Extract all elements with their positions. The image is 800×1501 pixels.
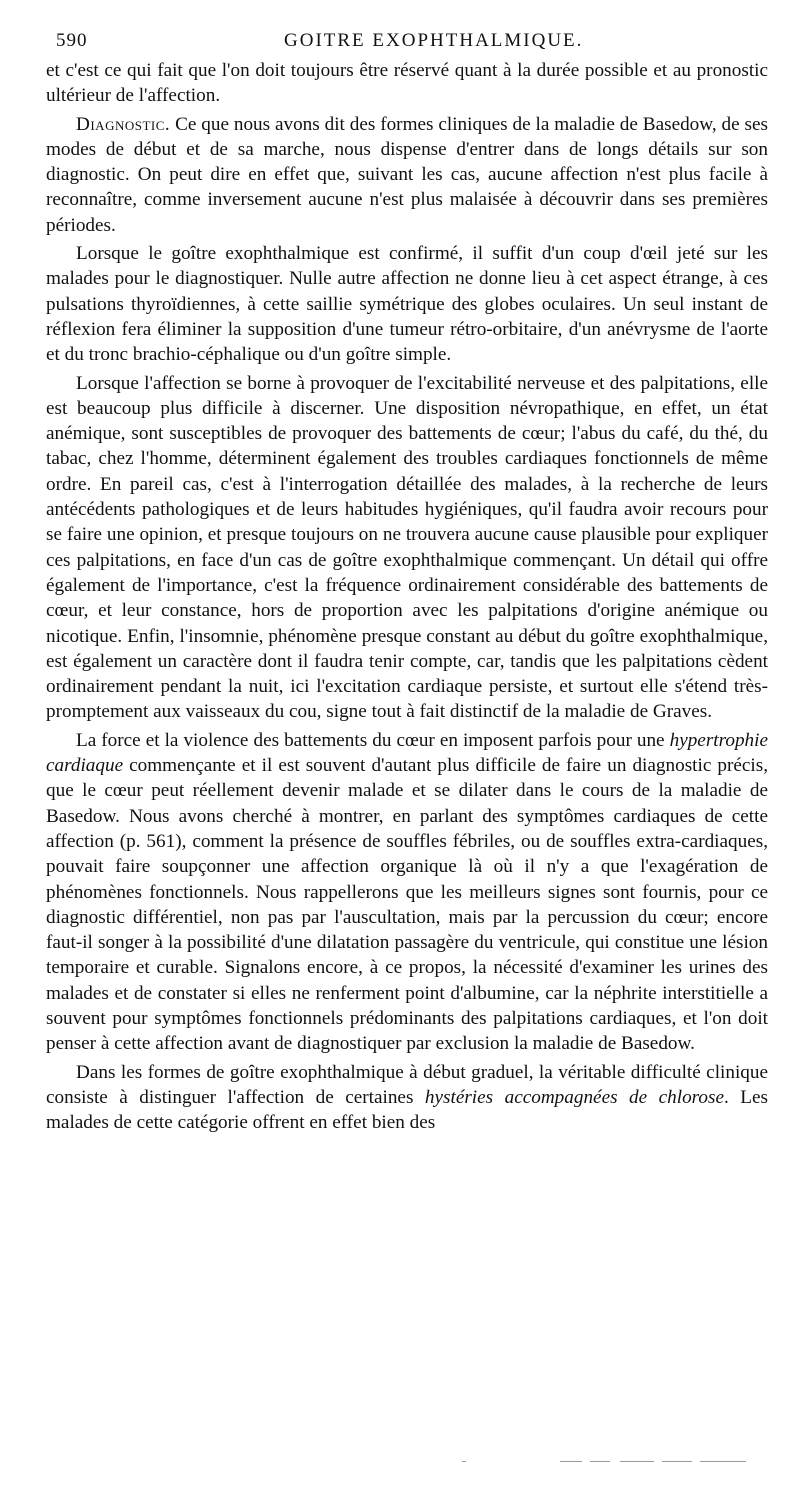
paragraph-5-emphasis: hypertrophie cardiaque <box>46 729 768 777</box>
paragraph-5 <box>46 728 768 1057</box>
paragraph-1 <box>46 58 768 109</box>
paragraph-4-text: Lorsque l'affection se borne à provoquer de l'excitabilité nerveuse et des palpitations, elle est beaucoup plus difficile à discerner. Une disposition névropathique, en effet, un état anémique, sont susceptibles de provoquer des battements de cœur; l'abus du café, du thé, du tabac, chez l'homme, déterminent également des troubles cardiaques fonctionnels de même ordre. En pareil cas, c'est à l'interrogation détaillée des malades, à la recherche de leurs antécédents pathologiques et de leurs habitudes hygiéniques, qu'il faudra avoir recours pour se faire une opinion, et presque toujours on ne trouvera aucune cause plausible pour expliquer ces palpitations, en face d'un cas de goître exophthalmique commençant. Un détail qui offre également de l'importance, c'est la fréquence ordinairement considérable des battements de cœur, et leur constance, hors de proportion avec les palpitations d'origine anémique ou nicotique. Enfin, l'insomnie, phénomène presque constant au début du goître exophthalmique, est également un caractère dont il faudra tenir compte, car, tandis que les palpitations cèdent ordinairement pendant la nuit, ici l'excitation cardiaque persiste, et surtout elle s'étend très-promptement aux vaisseaux du cou, signe tout à fait distinctif de la maladie de Graves. <box>46 372 768 723</box>
paragraph-4 <box>46 371 768 725</box>
page-number: 590 <box>56 30 88 51</box>
paragraph-5-text: commençante et il est souvent d'autant plus difficile de faire un diagnostic précis, que le cœur peut réellement devenir malade et se dilater dans le cours de la maladie de Basedow. Nous avons cherché à montrer, en parlant des symptômes cardiaques de cette affection (p. 561), comment la présence de souffles fébriles, ou de souffles extra-cardiaques, pouvait faire soupçonner une affection organique là où il n'y a que l'exagération de phénomènes fonctionnels. Nous rappellerons que les meilleurs signes sont fournis, pour ce diagnostic différentiel, non pas par l'auscultation, mais par la percussion du cœur; encore faut-il songer à la possibilité d'une dilatation passagère du ventricule, qui constitue une lésion temporaire et curable. Signalons encore, à ce propos, la nécessité d'examiner les urines des malades et de constater si elles ne renferment point d'albumine, car la néphrite interstitielle a souvent pour symptômes fonctionnels prédominants des palpitations cardiaques, et l'on doit penser à cette affection avant de diagnostiquer par exclusion la maladie de Basedow. <box>46 755 768 1055</box>
section-heading-diagnostic: Diagnostic. <box>76 113 171 135</box>
paragraph-5-lead: La force et la violence des battements du cœur en imposent parfois pour une <box>76 729 670 751</box>
page-header <box>46 30 768 58</box>
paragraph-3-text: Lorsque le goître exophthalmique est confirmé, il suffit d'un coup d'œil jeté sur les malades pour le diagnostiquer. Nulle autre affection ne donne lieu à cet aspect étrange, à ces pulsations thyroïdiennes, à cette saillie symétrique des globes oculaires. Un seul instant de réflexion fera éliminer la supposition d'une tumeur rétro-orbitaire, d'un anévrysme de l'aorte et du tronc brachio-céphalique ou d'un goître simple. <box>46 243 768 366</box>
paragraph-6-text: . Les malades de cette catégorie offrent en effet bien des <box>46 1086 768 1134</box>
paragraph-6-lead: Dans les formes de goître exophthalmique à début graduel, la véritable difficulté clinique consiste à distinguer l'affection de certaines <box>46 1061 768 1108</box>
book-page <box>46 30 768 1135</box>
paragraph-diagnostic <box>46 112 768 238</box>
paragraph-diagnostic-text: Ce que nous avons dit des formes cliniques de la maladie de Basedow, de ses modes de début et de sa marche, nous dispense d'entrer dans de longs détails sur son diagnostic. On peut dire en effet que, suivant les cas, aucune affection n'est plus facile à reconnaître, comme inversement aucune n'est plus malaisée à découvrir dans ses premières périodes. <box>46 113 768 236</box>
paragraph-3 <box>46 241 768 367</box>
paragraph-1-text: et c'est ce qui fait que l'on doit toujours être réservé quant à la durée possible et au pronostic ultérieur de l'affection. <box>46 60 768 107</box>
paragraph-6-emphasis: hystéries accompagnées de chlorose <box>424 1086 724 1108</box>
paragraph-6 <box>46 1060 768 1136</box>
footer-scan-marks <box>462 1456 752 1466</box>
running-title: GOITRE EXOPHTHALMIQUE. <box>284 30 584 51</box>
